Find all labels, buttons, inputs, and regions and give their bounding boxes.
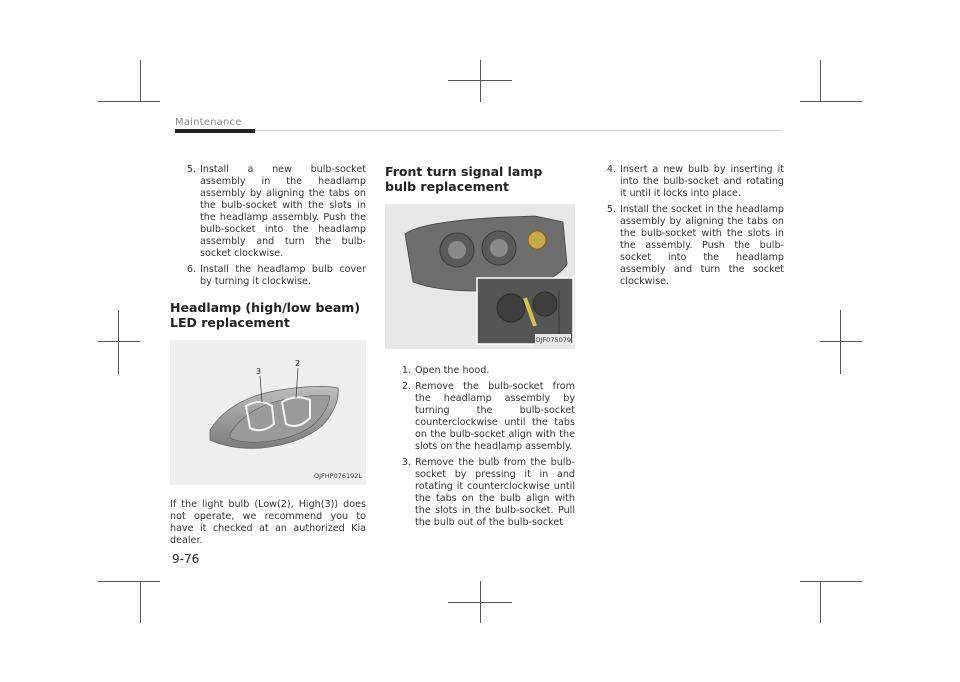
column-3 xyxy=(590,164,784,292)
turn-signal-illustration xyxy=(385,204,575,349)
step-text: Open the hood. xyxy=(415,365,490,376)
page-number: 9-76 xyxy=(172,552,200,566)
steps-list-3 xyxy=(590,164,784,288)
headlamp-note: If the light bulb (Low(2), High(3)) does not operate, we recommend you to have it checked at an authorized Kia dealer. xyxy=(170,499,366,546)
section-title: Maintenance xyxy=(175,117,242,128)
step-text: Insert a new bulb by inserting it into the bulb-socket and rotating it until it locks into place. xyxy=(620,164,784,199)
headlamp-illustration xyxy=(170,340,366,485)
step-item xyxy=(170,264,366,288)
headlamp-led-figure xyxy=(170,340,366,485)
column-1 xyxy=(170,164,366,547)
header-accent-bar xyxy=(175,129,255,133)
step-text: Install the headlamp bulb cover by turning it clockwise. xyxy=(200,264,366,287)
step-number: 5. xyxy=(606,204,616,215)
step-text: Install a new bulb-socket assembly in the headlamp assembly by aligning the tabs on the bulb-socket with the slots in the headlamp assembly. Push the bulb-socket into the headlamp assembly and turn the bulb-socket clockwise. xyxy=(200,164,366,259)
step-item xyxy=(170,164,366,260)
step-number: 4. xyxy=(606,164,616,175)
step-text: Install the socket in the headlamp assembly by aligning the tabs on the bulb-socket with the slots in the assembly. Push the bulb-socket into the headlamp assembly and turn the socket clockwise. xyxy=(620,204,784,287)
callout-2: 2 xyxy=(295,359,301,368)
step-text: Remove the bulb from the bulb-socket by pressing it in and rotating it counterclockwise until the tabs on the bulb align with the slots in the bulb-socket. Pull the bulb out of the bulb-socket xyxy=(415,457,575,528)
column-2 xyxy=(385,164,575,533)
step-item xyxy=(590,204,784,288)
section-heading-headlamp: Headlamp (high/low beam) LED replacement xyxy=(170,300,361,330)
figure-code: OJFHP076192L xyxy=(313,472,362,480)
steps-list-1 xyxy=(170,164,366,288)
step-item xyxy=(590,164,784,200)
figure-code: OJF075079 xyxy=(535,336,571,344)
section-heading-turn-signal: Front turn signal lamp bulb replacement xyxy=(385,164,543,194)
turn-signal-figure xyxy=(385,204,575,349)
step-number: 5. xyxy=(186,164,196,175)
callout-3: 3 xyxy=(256,367,262,376)
steps-list-2 xyxy=(385,365,575,529)
step-item xyxy=(385,381,575,453)
step-item xyxy=(385,457,575,529)
step-item xyxy=(385,365,575,377)
step-number: 2. xyxy=(401,381,411,392)
step-text: Remove the bulb-socket from the headlamp assembly by turning the bulb-socket counterclockwise until the tabs on the bulb-socket align with the slots on the headlamp assembly. xyxy=(415,381,575,452)
step-number: 1. xyxy=(401,365,411,376)
header-rule xyxy=(175,130,783,131)
step-number: 3. xyxy=(401,457,411,468)
step-number: 6. xyxy=(186,264,196,275)
